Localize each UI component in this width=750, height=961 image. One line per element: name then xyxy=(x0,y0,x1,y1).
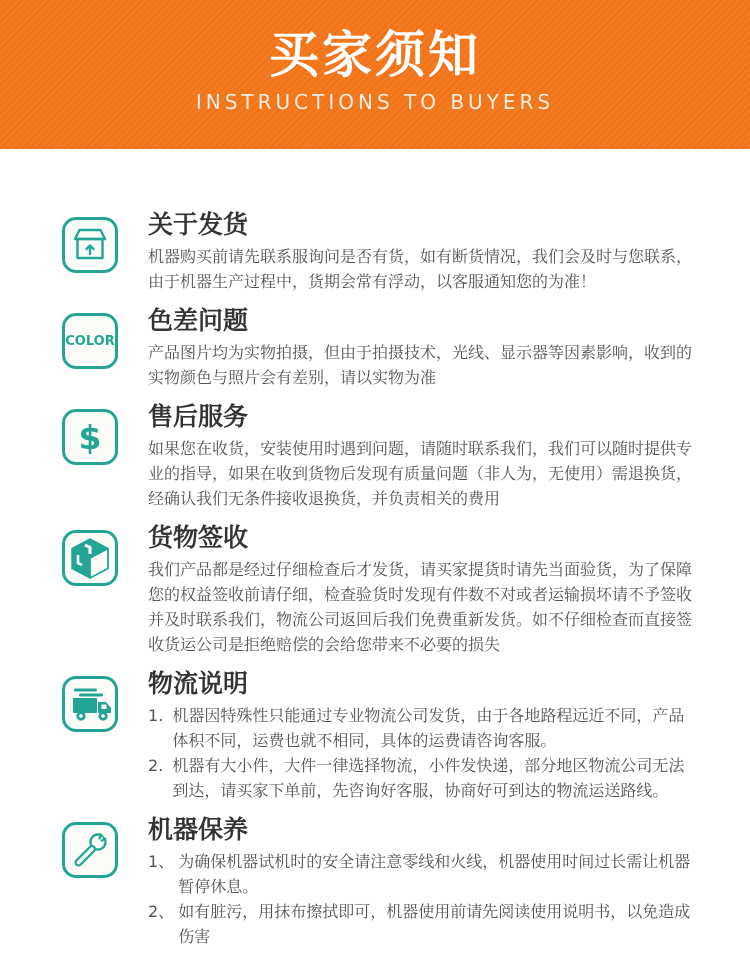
header-banner xyxy=(0,0,750,149)
section-color-difference xyxy=(62,307,695,390)
list-item: 2. 机器有大小件，大件一律选择物流，小件发快递，部分地区物流公司无法到达，请买家下单前，先咨询好客服，协商好可到达的物流运送路线。 xyxy=(148,753,695,803)
section-goods-receipt xyxy=(62,524,695,657)
page-subtitle: INSTRUCTIONS TO BUYERS xyxy=(195,90,555,114)
list-marker: 1. xyxy=(148,706,169,725)
wrench-icon xyxy=(62,822,118,878)
dollar-glyph: $ xyxy=(78,417,102,457)
list-item: 1. 机器因特殊性只能通过专业物流公司发货，由于各地路程远近不同，产品体积不同，运费也就不相同，具体的运费请咨询客服。 xyxy=(148,703,695,753)
section-title: 机器保养 xyxy=(148,815,249,844)
page-title: 买家须知 xyxy=(269,26,481,84)
package-icon xyxy=(62,217,118,273)
section-title: 货物签收 xyxy=(148,523,249,552)
list-item: 1、 为确保机器试机时的安全请注意零线和火线，机器使用时间过长需让机器暂停休息。 xyxy=(148,849,695,899)
color-badge-icon xyxy=(62,313,118,369)
section-after-sales xyxy=(62,403,695,511)
section-title: 物流说明 xyxy=(148,669,249,698)
sections-list xyxy=(0,149,750,949)
section-title: 售后服务 xyxy=(148,402,249,431)
list-marker: 2. xyxy=(148,756,169,775)
section-title: 色差问题 xyxy=(148,306,249,335)
section-body: 产品图片均为实物拍摄，但由于拍摄技术，光线、显示器等因素影响，收到的实物颜色与照片会有差别，请以实物为准 xyxy=(148,343,693,387)
section-shipping xyxy=(62,211,695,294)
dollar-icon xyxy=(62,409,118,465)
section-logistics xyxy=(62,670,695,803)
section-body: 如果您在收货，安装使用时遇到问题，请随时联系我们，我们可以随时提供专业的指导，如果在收到货物后发现有质量问题（非人为，无使用）需退换货，经确认我们无条件接收退换货，并负责相关的费用 xyxy=(148,439,693,508)
section-maintenance xyxy=(62,816,695,949)
cube-icon xyxy=(62,530,118,586)
section-title: 关于发货 xyxy=(148,210,249,239)
list-item: 2、 如有脏污，用抹布擦拭即可，机器使用前请先阅读使用说明书，以免造成伤害 xyxy=(148,899,695,949)
list-marker: 2、 xyxy=(148,902,175,921)
section-body: 我们产品都是经过仔细检查后才发货，请买家提货时请先当面验货，为了保障您的权益签收前请仔细，检查验货时发现有件数不对或者运输损坏请不予签收并及时联系我们，物流公司返回后我们免费重新发货。如不仔细检查而直接签收货运公司是拒绝赔偿的会给您带来不必要的损失 xyxy=(148,560,693,654)
color-badge-label: COLOR xyxy=(65,333,115,349)
truck-icon xyxy=(62,676,118,732)
section-body: 机器购买前请先联系服询问是否有货，如有断货情况，我们会及时与您联系，由于机器生产过程中，货期会常有浮动，以客服通知您的为准！ xyxy=(148,247,693,291)
list-marker: 1、 xyxy=(148,852,175,871)
